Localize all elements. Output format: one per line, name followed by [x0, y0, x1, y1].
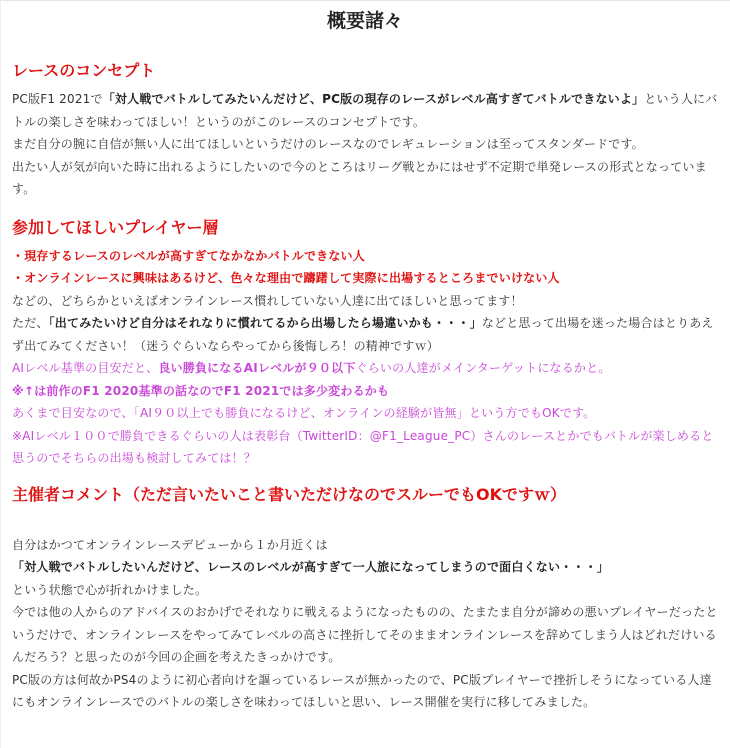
ai-note-1: ※↑は前作のF1 2020基準の話なのでF1 2021では多少変わるかも [12, 383, 390, 398]
players-quote: 「出てみたいけど自分はそれなりに慣れてるから出場したら場違いかも・・・」 [48, 316, 482, 330]
comment-line-3: という状態で心が折れかけました。 [12, 582, 208, 597]
player-bullet-2: ・オンラインレースに興味はあるけど、色々な理由で躊躇して実際に出場するところまでいけない人 [12, 271, 560, 285]
comment-quote: 「対人戦でバトルしたいんだけど、レースのレベルが高すぎて一人旅になってしまうので面白くない・・・」 [12, 560, 609, 574]
comment-line-4: 今では他の人からのアドバイスのおかげでそれなりに戦えるようになったものの、たまたま自分が諦めの悪いプレイヤーだったというだけで、オンラインレースをやってみてレベルの高さに挫折してそのままオンラインレースを辞めてしまう人はどれだけいるんだろう？と思ったのが今回の企画を考えたきっかけです。 [12, 605, 718, 664]
concept-paragraph-3: 出たい人が気が向いた時に出れるようにしたいので今のところはリーグ戦とかにはせず不定期で単発レースの形式となっています。 [12, 159, 707, 196]
section-players [12, 217, 720, 470]
players-paragraph-1: などの、どちらかといえばオンラインレース慣れしていない人達に出てほしいと思ってます！ [12, 293, 523, 308]
player-bullet-1: ・現存するレースのレベルが高すぎてなかなかバトルできない人 [12, 248, 365, 263]
section-concept [12, 60, 720, 201]
concept-paragraph-2: まだ自分の腕に自信が無い人に出てほしいというだけのレースなのでレギュレーションは至ってスタンダードです。 [12, 137, 644, 151]
comment-heading: 主催者コメント（ただ言いたいこと書いただけなのでスルーでもOKですｗ） [12, 484, 567, 504]
ai-text-c: ぐらいの人達がメインターゲットになるかと。 [355, 361, 611, 375]
concept-text-a: PC版F1 2021で [12, 92, 103, 106]
comment-line-1: 自分はかつてオンラインレースデビューから１か月近くは [12, 537, 328, 552]
players-text-c: などと思って出場を迷った場合はとりあえず出てみてください！（迷うぐらいならやってから後悔しろ！の精神ですｗ） [12, 316, 714, 353]
page-title: 概要諸々 [326, 10, 403, 32]
ai-level-line-3: ※AIレベル１００で勝負できるぐらいの人は表彰台（TwitterID：@F1_League_PC）さんのレースとかでもバトルが楽しめると思うのでそちらの出場も検討してみては！？ [12, 428, 714, 465]
ai-highlight: 良い勝負になるAIレベルが９０以下 [158, 361, 356, 375]
comment-line-5: PC版の方は何故かPS4のように初心者向けを謳っているレースが無かったので、PC版プレイヤーで挫折しそうになっている人達にもオンラインレースでのバトルの楽しさを味わってほしいと思い、レース開催を実行に移してみました。 [12, 672, 712, 709]
ai-level-line-2: あくまで目安なので、「AI９０以上でも勝負になるけど、オンラインの経験が皆無」という方でもOKです。 [12, 406, 596, 420]
concept-text-c: という人にバトルの楽しさを味わってほしい！というのがこのレースのコンセプトです。 [12, 92, 718, 129]
concept-heading: レースのコンセプト [12, 61, 156, 80]
players-text-a: ただ、 [12, 316, 49, 330]
left-border [0, 0, 1, 748]
ai-text-a: AIレベル基準の目安だと、 [12, 361, 159, 375]
concept-quote: 「対人戦でバトルしてみたいんだけど、PC版の現存のレースがレベル高すぎてバトルできないよ」 [102, 92, 645, 106]
document-body [12, 60, 720, 714]
players-paragraph-2 [12, 312, 720, 357]
ai-level-line-1 [12, 357, 720, 380]
section-comment [12, 484, 720, 714]
players-heading: 参加してほしいプレイヤー層 [12, 217, 219, 237]
concept-paragraph-1 [12, 88, 720, 133]
top-border [0, 0, 730, 1]
